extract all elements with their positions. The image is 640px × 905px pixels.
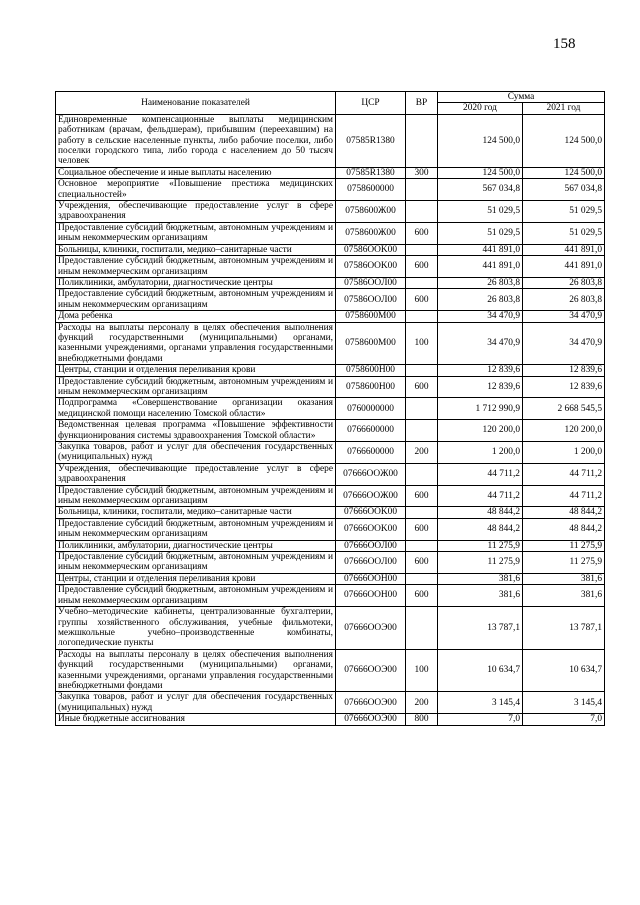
- row-sum-2020: 12 839,6: [438, 365, 523, 376]
- row-sum-2021: 441 891,0: [523, 244, 605, 255]
- row-csr: 07586OOЛ00: [336, 277, 406, 288]
- row-sum-2020: 567 034,8: [438, 179, 523, 201]
- table-row: [56, 244, 605, 255]
- header-sum: Сумма: [438, 92, 605, 103]
- table-row: [56, 540, 605, 551]
- row-sum-2021: 11 275,9: [523, 552, 605, 574]
- row-sum-2020: 11 275,9: [438, 552, 523, 574]
- table-header: [56, 92, 605, 115]
- row-sum-2021: 567 034,8: [523, 179, 605, 201]
- row-name: Учебно–методические кабинеты, централизованные бухгалтерии, группы хозяйственного обслуживания, учебные фильмотеки, межшкольные учебно–производственные комбинаты, логопедические пункты: [56, 607, 336, 650]
- row-name: Предоставление субсидий бюджетным, автономным учреждениям и иным некоммерческим организациям: [56, 518, 336, 540]
- row-sum-2021: 26 803,8: [523, 277, 605, 288]
- row-name: Предоставление субсидий бюджетным, автономным учреждениям и иным некоммерческим организациям: [56, 376, 336, 398]
- row-sum-2020: 3 145,4: [438, 692, 523, 714]
- row-csr: 07586OOK00: [336, 244, 406, 255]
- row-csr: 0758600M00: [336, 322, 406, 365]
- row-sum-2020: 120 200,0: [438, 420, 523, 442]
- row-sum-2020: 12 839,6: [438, 376, 523, 398]
- row-sum-2021: 3 145,4: [523, 692, 605, 714]
- row-vr: 800: [406, 714, 438, 725]
- row-sum-2020: 10 634,7: [438, 649, 523, 692]
- row-sum-2021: 11 275,9: [523, 540, 605, 551]
- table-row: [56, 256, 605, 278]
- row-sum-2021: 51 029,5: [523, 201, 605, 223]
- row-name: Центры, станции и отделения переливания крови: [56, 365, 336, 376]
- row-sum-2020: 13 787,1: [438, 607, 523, 650]
- row-vr: [406, 607, 438, 650]
- row-sum-2021: 34 470,9: [523, 322, 605, 365]
- row-vr: [406, 573, 438, 584]
- row-vr: 100: [406, 322, 438, 365]
- row-csr: 07666OOЭ00: [336, 692, 406, 714]
- row-csr: 07666OOH00: [336, 585, 406, 607]
- row-vr: 100: [406, 649, 438, 692]
- row-csr: 0760000000: [336, 398, 406, 420]
- row-sum-2020: 381,6: [438, 573, 523, 584]
- budget-table: [55, 91, 605, 726]
- table-row: [56, 485, 605, 507]
- row-sum-2020: 34 470,9: [438, 311, 523, 322]
- header-year-2020: 2020 год: [438, 103, 523, 114]
- row-sum-2021: 381,6: [523, 585, 605, 607]
- row-sum-2020: 1 200,0: [438, 442, 523, 464]
- row-vr: [406, 311, 438, 322]
- table-row: [56, 518, 605, 540]
- header-name: Наименование показателей: [56, 92, 336, 115]
- table-row: [56, 179, 605, 201]
- row-sum-2021: 124 500,0: [523, 114, 605, 167]
- table-row: [56, 289, 605, 311]
- row-sum-2021: 120 200,0: [523, 420, 605, 442]
- row-sum-2020: 441 891,0: [438, 244, 523, 255]
- row-csr: 07666OOЭ00: [336, 649, 406, 692]
- row-vr: [406, 398, 438, 420]
- table-row: [56, 277, 605, 288]
- page-number: 158: [553, 36, 576, 52]
- row-name: Поликлиники, амбулатории, диагностические центры: [56, 540, 336, 551]
- row-sum-2020: 441 891,0: [438, 256, 523, 278]
- header-vr: ВР: [406, 92, 438, 115]
- table-row: [56, 311, 605, 322]
- row-sum-2021: 26 803,8: [523, 289, 605, 311]
- row-name: Закупка товаров, работ и услуг для обеспечения государственных (муниципальных) нужд: [56, 442, 336, 464]
- row-vr: [406, 244, 438, 255]
- table-row: [56, 442, 605, 464]
- row-name: Дома ребенка: [56, 311, 336, 322]
- row-name: Поликлиники, амбулатории, диагностические центры: [56, 277, 336, 288]
- row-sum-2021: 44 711,2: [523, 485, 605, 507]
- table-row: [56, 420, 605, 442]
- row-name: Социальное обеспечение и иные выплаты населению: [56, 167, 336, 178]
- row-csr: 07666OOЭ00: [336, 714, 406, 725]
- row-sum-2020: 44 711,2: [438, 463, 523, 485]
- table-row: [56, 222, 605, 244]
- row-sum-2020: 44 711,2: [438, 485, 523, 507]
- row-sum-2020: 48 844,2: [438, 507, 523, 518]
- row-sum-2021: 10 634,7: [523, 649, 605, 692]
- row-csr: 07586OOK00: [336, 256, 406, 278]
- row-name: Расходы на выплаты персоналу в целях обеспечения выполнения функций государственными (муниципальными) органами, казенными учреждениями, органами управления государственными внебюджетными фондами: [56, 322, 336, 365]
- row-vr: 600: [406, 289, 438, 311]
- row-name: Подпрограмма «Совершенствование организации оказания медицинской помощи населению Томской области»: [56, 398, 336, 420]
- row-sum-2021: 1 200,0: [523, 442, 605, 464]
- row-csr: 0758600000: [336, 179, 406, 201]
- row-vr: 600: [406, 585, 438, 607]
- row-sum-2021: 381,6: [523, 573, 605, 584]
- row-sum-2021: 48 844,2: [523, 518, 605, 540]
- row-csr: 07666OOЛ00: [336, 552, 406, 574]
- row-csr: 07585R1380: [336, 167, 406, 178]
- row-sum-2020: 1 712 990,9: [438, 398, 523, 420]
- row-csr: 07666OOK00: [336, 518, 406, 540]
- row-name: Предоставление субсидий бюджетным, автономным учреждениям и иным некоммерческим организациям: [56, 222, 336, 244]
- row-csr: 07666OOK00: [336, 507, 406, 518]
- row-sum-2021: 441 891,0: [523, 256, 605, 278]
- table-row: [56, 322, 605, 365]
- row-csr: 0766600000: [336, 442, 406, 464]
- row-name: Больницы, клиники, госпитали, медико–санитарные части: [56, 507, 336, 518]
- row-vr: [406, 507, 438, 518]
- row-vr: 600: [406, 222, 438, 244]
- row-name: Предоставление субсидий бюджетным, автономным учреждениям и иным некоммерческим организациям: [56, 485, 336, 507]
- row-sum-2021: 34 470,9: [523, 311, 605, 322]
- table-row: [56, 552, 605, 574]
- row-name: Центры, станции и отделения переливания крови: [56, 573, 336, 584]
- row-sum-2020: 51 029,5: [438, 222, 523, 244]
- row-sum-2020: 381,6: [438, 585, 523, 607]
- row-csr: 07666OOЖ00: [336, 463, 406, 485]
- row-name: Предоставление субсидий бюджетным, автономным учреждениям и иным некоммерческим организациям: [56, 585, 336, 607]
- row-sum-2021: 124 500,0: [523, 167, 605, 178]
- table-body: [56, 114, 605, 725]
- table-row: [56, 649, 605, 692]
- table-row: [56, 714, 605, 725]
- row-name: Расходы на выплаты персоналу в целях обеспечения выполнения функций государственными (муниципальными) органами, казенными учреждениями, органами управления государственными внебюджетными фондами: [56, 649, 336, 692]
- row-vr: 300: [406, 167, 438, 178]
- row-csr: 0758600H00: [336, 376, 406, 398]
- row-name: Учреждения, обеспечивающие предоставление услуг в сфере здравоохранения: [56, 463, 336, 485]
- table-row: [56, 114, 605, 167]
- row-name: Учреждения, обеспечивающие предоставление услуг в сфере здравоохранения: [56, 201, 336, 223]
- row-sum-2021: 7,0: [523, 714, 605, 725]
- row-csr: 07586OOЛ00: [336, 289, 406, 311]
- row-name: Основное мероприятие «Повышение престижа медицинских специальностей»: [56, 179, 336, 201]
- row-csr: 0758600Ж00: [336, 222, 406, 244]
- row-sum-2021: 51 029,5: [523, 222, 605, 244]
- row-csr: 07666OOЖ00: [336, 485, 406, 507]
- row-csr: 07585R1380: [336, 114, 406, 167]
- table-row: [56, 167, 605, 178]
- row-vr: [406, 114, 438, 167]
- table-row: [56, 463, 605, 485]
- row-name: Больницы, клиники, госпитали, медико–санитарные части: [56, 244, 336, 255]
- row-vr: 600: [406, 256, 438, 278]
- row-vr: 600: [406, 485, 438, 507]
- table-row: [56, 376, 605, 398]
- header-year-2021: 2021 год: [523, 103, 605, 114]
- row-sum-2021: 44 711,2: [523, 463, 605, 485]
- row-name: Предоставление субсидий бюджетным, автономным учреждениям и иным некоммерческим организациям: [56, 289, 336, 311]
- row-name: Единовременные компенсационные выплаты медицинским работникам (врачам, фельдшерам), прибывшим (переехавшим) на работу в сельские населенные пункты, либо рабочие поселки, либо поселки городского типа, либо города с населением до 50 тысяч человек: [56, 114, 336, 167]
- row-sum-2021: 12 839,6: [523, 376, 605, 398]
- row-vr: [406, 420, 438, 442]
- row-sum-2020: 34 470,9: [438, 322, 523, 365]
- table-row: [56, 692, 605, 714]
- row-vr: 600: [406, 376, 438, 398]
- row-name: Закупка товаров, работ и услуг для обеспечения государственных (муниципальных) нужд: [56, 692, 336, 714]
- row-name: Иные бюджетные ассигнования: [56, 714, 336, 725]
- row-sum-2021: 48 844,2: [523, 507, 605, 518]
- table-row: [56, 573, 605, 584]
- row-vr: [406, 179, 438, 201]
- table-row: [56, 398, 605, 420]
- header-csr: ЦСР: [336, 92, 406, 115]
- table-row: [56, 201, 605, 223]
- row-csr: 07666OOЛ00: [336, 540, 406, 551]
- row-sum-2020: 26 803,8: [438, 289, 523, 311]
- row-sum-2020: 26 803,8: [438, 277, 523, 288]
- row-sum-2021: 12 839,6: [523, 365, 605, 376]
- row-sum-2020: 48 844,2: [438, 518, 523, 540]
- row-csr: 0766600000: [336, 420, 406, 442]
- row-sum-2020: 124 500,0: [438, 167, 523, 178]
- row-sum-2020: 7,0: [438, 714, 523, 725]
- row-sum-2020: 51 029,5: [438, 201, 523, 223]
- table-row: [56, 365, 605, 376]
- row-csr: 07666OOH00: [336, 573, 406, 584]
- row-vr: [406, 463, 438, 485]
- row-vr: [406, 540, 438, 551]
- row-sum-2020: 11 275,9: [438, 540, 523, 551]
- row-vr: 600: [406, 552, 438, 574]
- row-name: Предоставление субсидий бюджетным, автономным учреждениям и иным некоммерческим организациям: [56, 552, 336, 574]
- row-csr: 0758600Ж00: [336, 201, 406, 223]
- row-csr: 07666OOЭ00: [336, 607, 406, 650]
- row-vr: [406, 365, 438, 376]
- row-sum-2020: 124 500,0: [438, 114, 523, 167]
- table-row: [56, 607, 605, 650]
- row-vr: [406, 277, 438, 288]
- row-vr: 600: [406, 518, 438, 540]
- row-csr: 0758600M00: [336, 311, 406, 322]
- row-name: Предоставление субсидий бюджетным, автономным учреждениям и иным некоммерческим организациям: [56, 256, 336, 278]
- row-vr: 200: [406, 692, 438, 714]
- row-sum-2021: 13 787,1: [523, 607, 605, 650]
- row-csr: 0758600H00: [336, 365, 406, 376]
- row-name: Ведомственная целевая программа «Повышение эффективности функционирования системы здравоохранения Томской области»: [56, 420, 336, 442]
- row-vr: 200: [406, 442, 438, 464]
- row-vr: [406, 201, 438, 223]
- row-sum-2021: 2 668 545,5: [523, 398, 605, 420]
- table-row: [56, 585, 605, 607]
- table-row: [56, 507, 605, 518]
